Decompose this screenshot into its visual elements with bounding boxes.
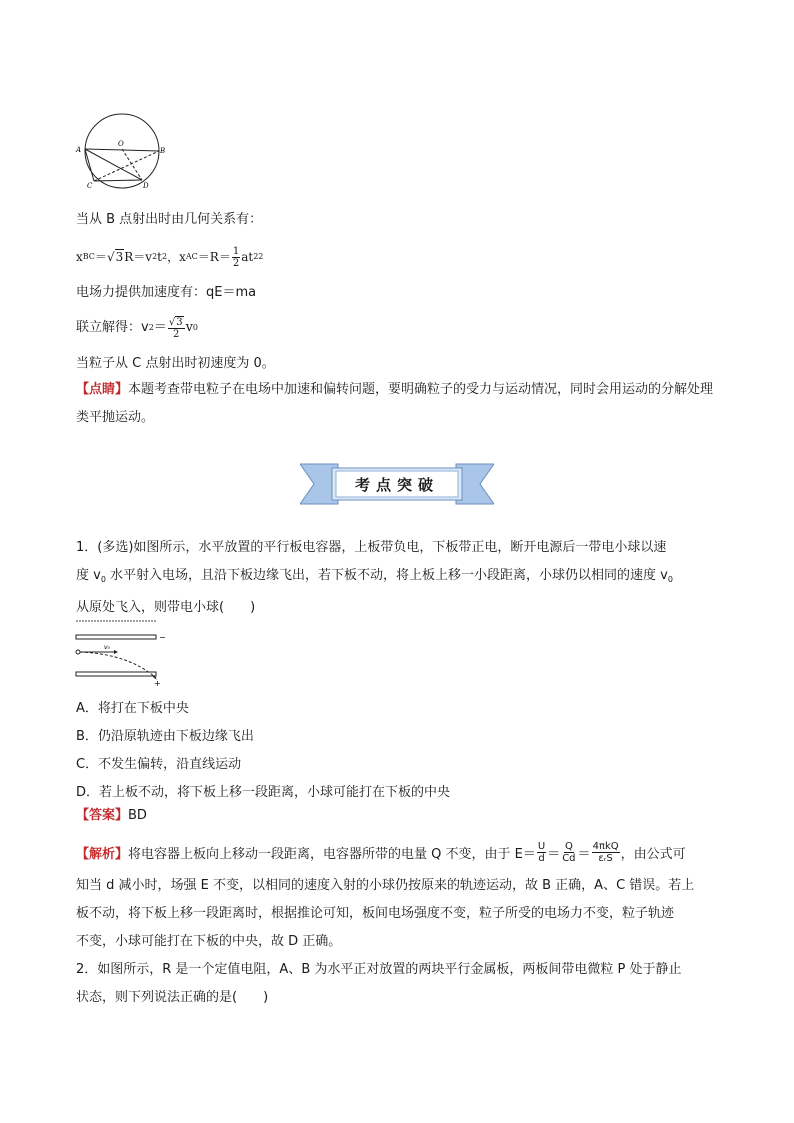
- line-a-c: [85, 149, 94, 181]
- q2-stem: 2．如图所示，R 是一个定值电阻，A、B 为水平正对放置的两块平行金属板，两板间带电微粒 P 处于静止 状态，则下列说法正确的是( ): [76, 962, 682, 1005]
- formula-line-solution: 联立解得：v 2 ＝ $\frac{√3}{2}$ v 0: [76, 316, 199, 340]
- option-c: C．不发生偏转，沿直线运动: [76, 757, 242, 772]
- fraction-one-half: $\frac{1}{2}$: [232, 245, 240, 269]
- text-line-force: 电场力提供加速度有：qE＝ma: [76, 285, 257, 300]
- trajectory: [80, 652, 156, 678]
- answer-tag: 【答案】: [76, 808, 129, 823]
- label-b: B: [160, 147, 166, 155]
- option-a: A．将打在下板中央: [76, 701, 189, 716]
- q1-stem: 1．(多选)如图所示，水平放置的平行板电容器，上板带负电，下板带正电，断开电源后一带电小球以速 度 $v_0$ 水平射入电场，且沿下板边缘飞出，若下板不动，将上板上移一小段距离，小球仍以相同的速度 $v_0$ 从原处飞入，则带电小球( ): [76, 540, 673, 615]
- line-c-d: [94, 180, 142, 181]
- circle-geometry-diagram: [72, 108, 172, 196]
- upper-plate: [76, 635, 156, 639]
- note-tag: 【点睛】: [76, 382, 129, 397]
- label-o: O: [118, 140, 124, 148]
- lower-plate: [76, 672, 156, 676]
- line-o-d: [122, 149, 142, 180]
- label-a: A: [76, 146, 82, 154]
- option-d: D．若上板不动，将下板上移一段距离，小球可能打在下板的中央: [76, 785, 451, 800]
- fraction-sqrt3-over-2: $\frac{√3}{2}$: [168, 316, 183, 340]
- text-line-c-point: 当粒子从 C 点射出时初速度为 0。: [76, 356, 275, 371]
- analysis-tag: 【解析】: [76, 846, 129, 862]
- text-line-geometry: 当从 B 点射出时由几何关系有：: [76, 212, 263, 227]
- fraction-q-over-cd: $\frac{Q}{Cd}$: [562, 840, 576, 864]
- upper-plate-minus: −: [159, 633, 166, 642]
- label-d: D: [143, 182, 149, 190]
- fraction-u-over-d: $\frac{U}{d}$: [537, 840, 546, 864]
- velocity-label: v₀: [104, 644, 110, 651]
- label-c: C: [87, 182, 93, 190]
- fraction-4pikq-over-es: $\frac{\text{4πkQ}}{\text{εᵣS}}$: [592, 840, 619, 864]
- charged-ball: [76, 650, 80, 654]
- capacitor-figure: [74, 616, 174, 688]
- note-paragraph: 【点睛】本题考查带电粒子在电场中加速和偏转问题，要明确粒子的受力与运动情况，同时会用运动的分解处理类平抛运动。: [76, 382, 714, 425]
- formula-line-xbc: x BC ＝ √ 3 R＝v 2 t 2 ，x AC ＝R＝ $\frac{1}{2}$ at 2 2: [76, 245, 264, 269]
- banner-title: 考点突破: [354, 476, 439, 494]
- lower-plate-plus: +: [154, 679, 161, 688]
- option-b: B．仍沿原轨迹由下板边缘飞出: [76, 729, 254, 744]
- q1-analysis-rest: 知当 d 减小时，场强 E 不变，以相同的速度入射的小球仍按原来的轨迹运动，故 B 正确，A、C 错误。若上 板不动，将下板上移一段距离时，根据推论可知，板间电场强度不变，粒子所受的电场力不变，粒子轨迹 不变，小球可能打在下板的中央，故 D 正确。: [76, 878, 695, 949]
- q1-analysis-line1: 【解析】 将电容器上板向上移动一段距离，电容器所带的电量 Q 不变，由于 E＝ $\frac{U}{d}$ ＝ $\frac{Q}{Cd}$ ＝ $\frac{\text{4πkQ}}{\text{εᵣS}}$ ，由公式可: [76, 840, 686, 864]
- q1-options: [76, 695, 450, 807]
- q1-answer: 【答案】BD: [76, 808, 147, 823]
